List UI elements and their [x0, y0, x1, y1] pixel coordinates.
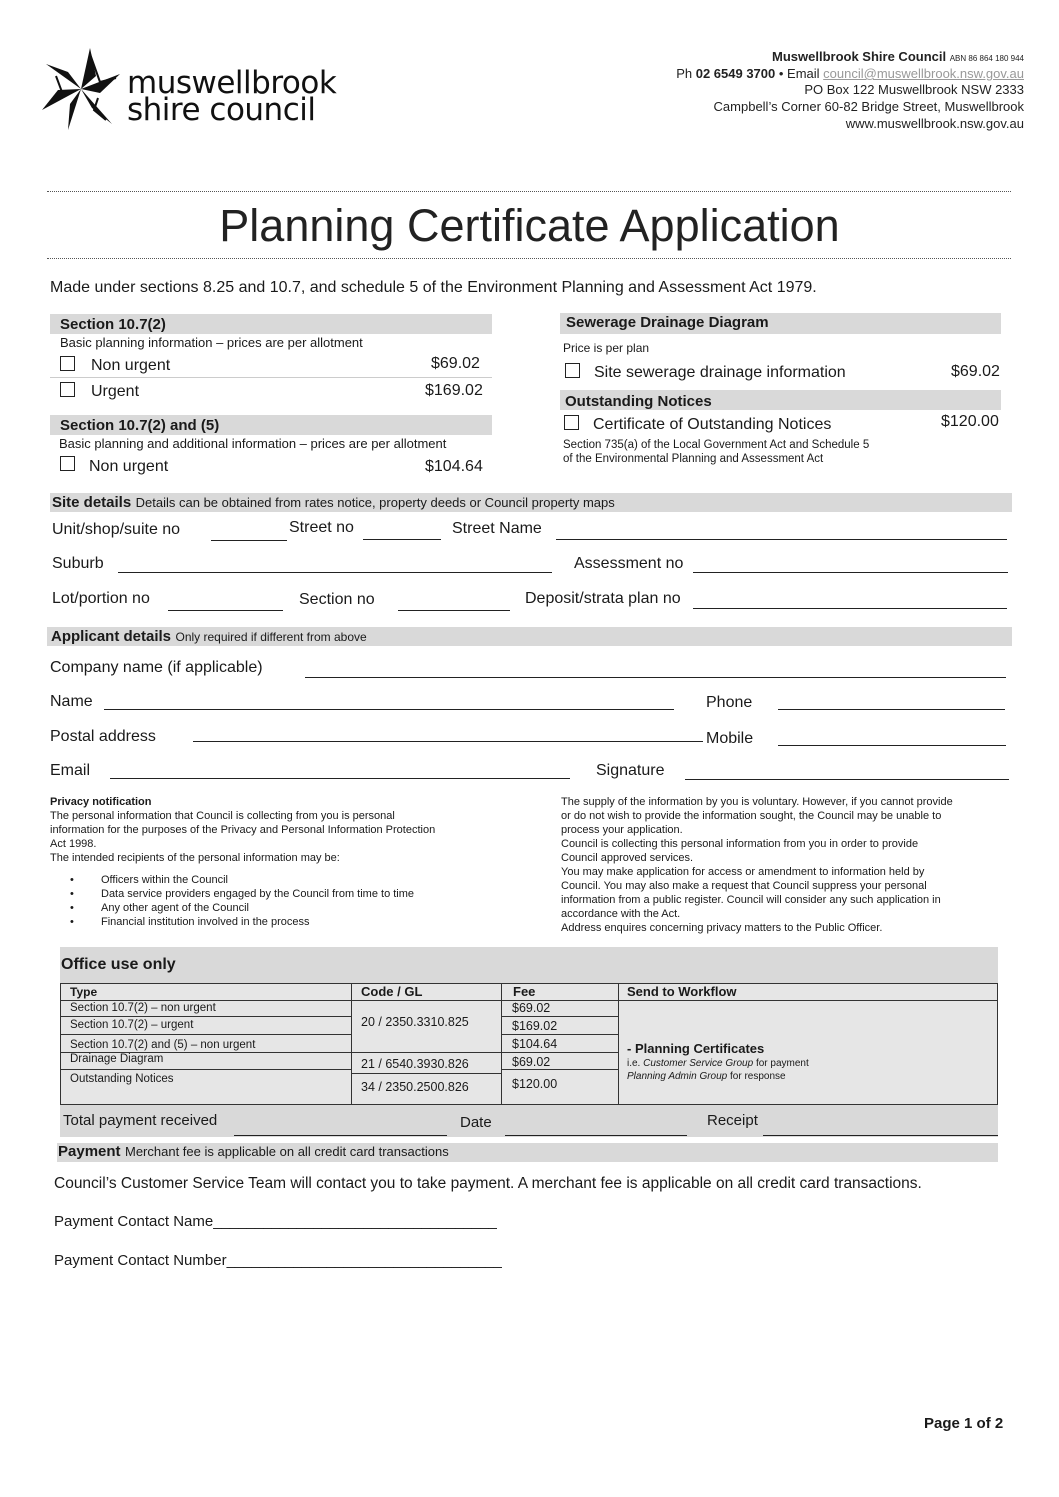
phone-number: 02 6549 3700: [695, 66, 776, 81]
abn: ABN 86 864 180 944: [949, 54, 1024, 63]
divider: [47, 258, 1011, 259]
privacy-right-line: process your application.: [561, 824, 683, 836]
phone-label: Phone: [706, 694, 753, 711]
type-cell: Drainage Diagram: [61, 1053, 351, 1070]
sewer-checkbox[interactable]: [565, 363, 580, 378]
section-field[interactable]: [398, 610, 510, 611]
postal-label: Postal address: [50, 728, 156, 745]
type-cell: Section 10.7(2) – non urgent: [61, 1000, 351, 1017]
privacy-right-line: You may make application for access or amendment to information held by: [561, 866, 925, 878]
deposit-label: Deposit/strata plan no: [525, 590, 681, 607]
org-name: Muswellbrook Shire Council: [772, 49, 947, 64]
street-name-field[interactable]: [556, 539, 1007, 540]
s10725-nonurgent-checkbox[interactable]: [60, 456, 75, 471]
col-send: Send to Workflow: [627, 984, 737, 999]
logo-line-2: shire council: [127, 92, 316, 128]
site-heading-line: [52, 494, 615, 512]
s10725-sub: Basic planning and additional information – prices are per allotment: [59, 436, 447, 451]
section-label: Section no: [299, 591, 375, 608]
privacy-right-line: Council approved services.: [561, 852, 694, 864]
type-cell: Section 10.7(2) and (5) – non urgent: [61, 1035, 351, 1053]
email-link[interactable]: council@muswellbrook.nsw.gov.au: [823, 66, 1024, 81]
privacy-bullet: • Financial institution involved in the process: [101, 915, 521, 929]
payment-heading-line: [58, 1143, 449, 1161]
s10725-nonurgent-label: Non urgent: [89, 458, 169, 475]
total-label: Total payment received: [63, 1112, 218, 1129]
suburb-field[interactable]: [118, 572, 552, 573]
deposit-field[interactable]: [693, 608, 1007, 609]
s1072-nonurgent-label: Non urgent: [91, 357, 171, 374]
divider: [47, 191, 1011, 192]
fee-cell: $104.64: [502, 1035, 618, 1053]
privacy-text: Act 1998.: [50, 838, 97, 850]
page-number: Page 1 of 2: [924, 1415, 1004, 1432]
po-box: PO Box 122 Muswellbrook NSW 2333: [804, 82, 1024, 97]
site-sub: Details can be obtained from rates notice, property deeds or Council property maps: [135, 495, 615, 510]
company-field[interactable]: [305, 677, 1006, 678]
council-logo-icon: [40, 46, 122, 132]
sewer-sub: Price is per plan: [563, 341, 650, 355]
suburb-label: Suburb: [52, 555, 104, 572]
s1072-nonurgent-price: $69.02: [431, 355, 480, 372]
mobile-label: Mobile: [706, 730, 754, 747]
workflow-line-2: Planning Admin Group for response: [627, 1071, 786, 1082]
postal-field[interactable]: [193, 741, 703, 742]
privacy-text: The intended recipients of the personal information may be:: [50, 852, 340, 864]
privacy-left: [50, 795, 520, 865]
s1072-urgent-label: Urgent: [91, 383, 140, 400]
col-divider: [618, 984, 619, 1104]
privacy-right-line: Address enquires concerning privacy matters to the Public Officer.: [561, 922, 883, 934]
street-no-field[interactable]: [363, 539, 441, 540]
receipt-field[interactable]: [763, 1135, 998, 1136]
assessment-label: Assessment no: [574, 555, 684, 572]
intro-text: Made under sections 8.25 and 10.7, and schedule 5 of the Environment Planning and Assessment Act 1979.: [50, 279, 817, 296]
privacy-right-line: information from a public register. Council will consider any such application in: [561, 894, 941, 906]
code-cell: 21 / 6540.3930.826: [351, 1053, 501, 1074]
s1072-nonurgent-checkbox[interactable]: [60, 356, 75, 371]
unit-field[interactable]: [211, 540, 287, 541]
s10725-nonurgent-price: $104.64: [425, 458, 483, 475]
site-heading: Site details: [52, 494, 132, 511]
notices-note-2: of the Environmental Planning and Assessment Act: [563, 453, 824, 465]
logo-line-1: muswellbrook: [127, 65, 337, 101]
code-cell: 20 / 2350.3310.825: [351, 1000, 501, 1053]
notices-heading: Outstanding Notices: [565, 393, 712, 410]
col-fee: Fee: [513, 984, 536, 999]
email-label: • Email: [778, 66, 820, 81]
unit-label: Unit/shop/suite no: [52, 521, 181, 538]
page-title: Planning Certificate Application: [219, 200, 840, 251]
applicant-heading-line: [51, 628, 367, 646]
s1072-heading: Section 10.7(2): [60, 316, 166, 333]
workflow-title: - Planning Certificates: [627, 1041, 765, 1056]
signature-label: Signature: [596, 762, 665, 779]
payment-text: Council’s Customer Service Team will contact you to take payment. A merchant fee is applicable on all credit card transactions.: [54, 1175, 922, 1192]
fee-cell: $69.02: [502, 1000, 618, 1017]
payment-contact-number[interactable]: Payment Contact Number_________________________________: [54, 1252, 502, 1269]
privacy-right-line: Council is collecting this personal information from you in order to provide: [561, 838, 919, 850]
privacy-bullet: • Any other agent of the Council: [101, 901, 521, 915]
s10725-heading: Section 10.7(2) and (5): [60, 417, 220, 434]
website-link[interactable]: www.muswellbrook.nsw.gov.au: [845, 116, 1024, 131]
s1072-urgent-checkbox[interactable]: [60, 382, 75, 397]
assessment-field[interactable]: [693, 572, 1008, 573]
office-table: [60, 983, 998, 1105]
name-label: Name: [50, 693, 93, 710]
email-field[interactable]: [110, 778, 570, 779]
date-field[interactable]: [505, 1135, 687, 1136]
type-cell: Section 10.7(2) – urgent: [61, 1017, 351, 1035]
fee-cell: $69.02: [502, 1053, 618, 1070]
payment-contact-name[interactable]: Payment Contact Name__________________________________: [54, 1213, 497, 1230]
company-label: Company name (if applicable): [50, 659, 263, 676]
payment-sub: Merchant fee is applicable on all credit card transactions: [124, 1144, 449, 1159]
privacy-text: information for the purposes of the Privacy and Personal Information Protection: [50, 824, 436, 836]
notices-checkbox[interactable]: [564, 415, 579, 430]
workflow-line-1: i.e. Customer Service Group for payment: [627, 1058, 809, 1069]
phone-field[interactable]: [778, 709, 1005, 710]
privacy-bullet: • Data service providers engaged by the Council from time to time: [101, 887, 521, 901]
fee-cell: $120.00: [512, 1077, 558, 1091]
street-address: Campbell’s Corner 60-82 Bridge Street, Muswellbrook: [713, 99, 1024, 114]
type-cell: Outstanding Notices: [70, 1073, 174, 1085]
signature-field[interactable]: [685, 779, 1009, 780]
phone-label: Ph: [676, 66, 693, 81]
lot-label: Lot/portion no: [52, 590, 150, 607]
privacy-heading: Privacy notification: [50, 796, 152, 808]
privacy-right-line: The supply of the information by you is voluntary. However, if you cannot provide: [561, 796, 953, 808]
privacy-right-line: or do not wish to provide the information sought, the Council may be unable to: [561, 810, 942, 822]
col-type: Type: [70, 985, 98, 999]
notices-price: $120.00: [941, 413, 999, 430]
privacy-right-line: accordance with the Act.: [561, 908, 681, 920]
payment-heading: Payment: [58, 1143, 121, 1160]
row-divider: [50, 377, 492, 378]
privacy-bullet: • Officers within the Council: [101, 873, 521, 887]
applicant-sub: Only required if different from above: [175, 630, 367, 644]
applicant-heading: Applicant details: [51, 628, 172, 645]
receipt-label: Receipt: [707, 1112, 758, 1129]
s1072-sub: Basic planning information – prices are per allotment: [60, 335, 363, 350]
privacy-bullets: [101, 873, 521, 929]
office-heading: Office use only: [61, 956, 176, 973]
name-field[interactable]: [104, 709, 674, 710]
notices-label: Certificate of Outstanding Notices: [593, 416, 832, 433]
notices-note-1: Section 735(a) of the Local Government Act and Schedule 5: [563, 439, 870, 451]
header-contact-line: [676, 65, 1024, 82]
sewer-price: $69.02: [951, 363, 1000, 380]
privacy-right-line: Council. You may also make a request that Council suppress your personal: [561, 880, 927, 892]
fee-cell: $169.02: [502, 1017, 618, 1035]
total-field[interactable]: [234, 1135, 447, 1136]
email-label: Email: [50, 762, 91, 779]
code-cell: 34 / 2350.2500.826: [361, 1080, 469, 1094]
sewer-heading: Sewerage Drainage Diagram: [566, 314, 769, 331]
privacy-right: [561, 795, 1011, 935]
s1072-urgent-price: $169.02: [425, 382, 483, 399]
privacy-text: The personal information that Council is collecting from you is personal: [50, 810, 395, 822]
sewer-label: Site sewerage drainage information: [594, 364, 846, 381]
street-no-label: Street no: [289, 519, 354, 536]
col-code: Code / GL: [361, 984, 423, 999]
mobile-field[interactable]: [778, 745, 1006, 746]
lot-field[interactable]: [168, 610, 283, 611]
street-name-label: Street Name: [452, 520, 542, 537]
date-label: Date: [460, 1114, 492, 1131]
